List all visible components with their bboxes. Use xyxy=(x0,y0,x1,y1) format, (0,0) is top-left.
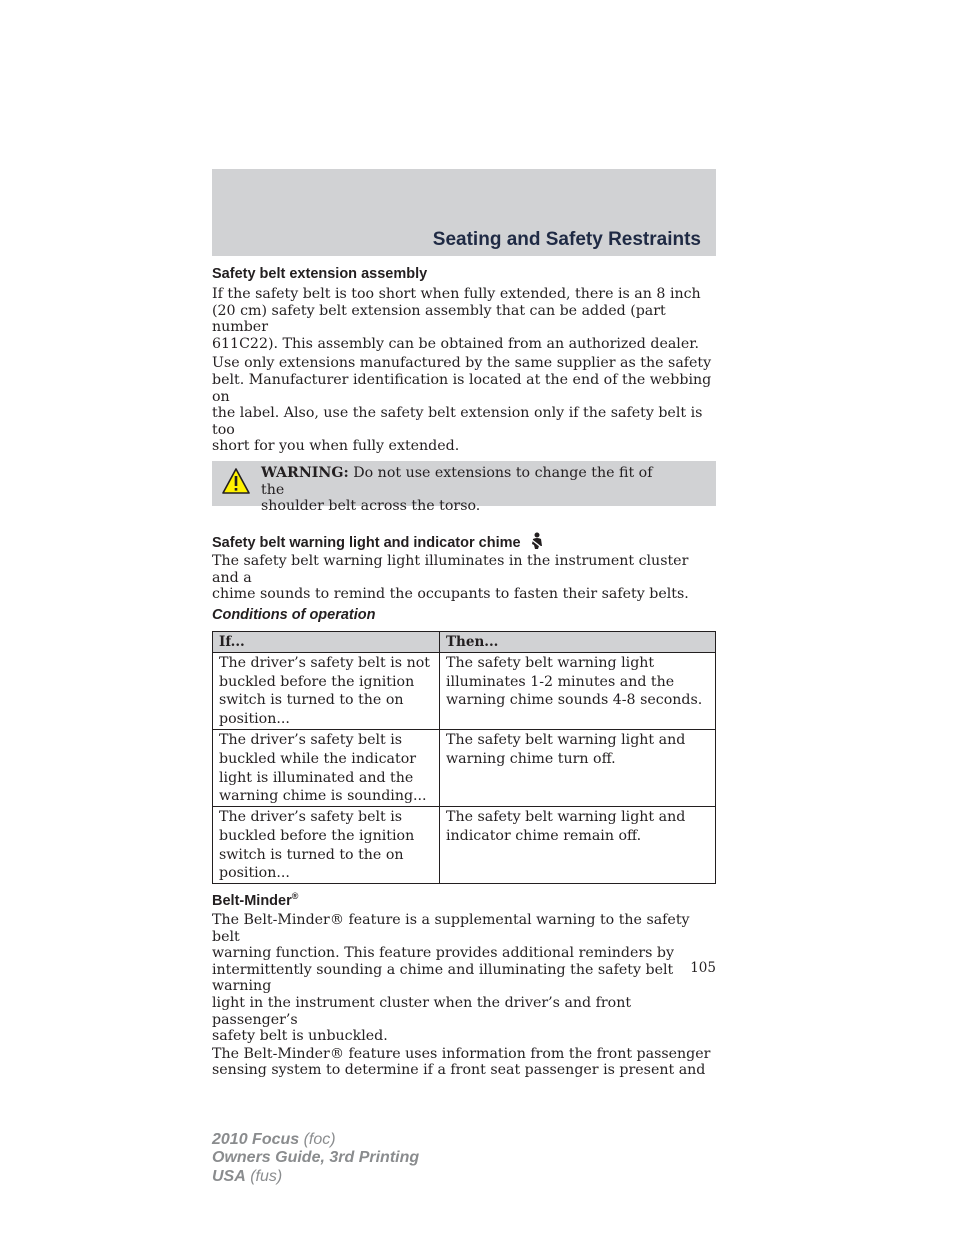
belt-minder-heading xyxy=(212,891,716,909)
text-line: The driver’s safety belt is xyxy=(219,731,403,748)
text-line: short for you when fully extended. xyxy=(212,438,460,455)
footer-model-code: (foc) xyxy=(299,1131,336,1148)
section-header-band xyxy=(212,169,716,256)
heading-text: Belt-Minder xyxy=(212,893,292,910)
text-line: The safety belt warning light and xyxy=(446,731,686,748)
text-line: illuminates 1-2 minutes and the xyxy=(446,673,675,690)
text-line: The driver’s safety belt is xyxy=(219,809,403,826)
table-row xyxy=(213,729,716,806)
warning-triangle-icon xyxy=(222,468,250,494)
extension-paragraph-1 xyxy=(212,286,716,352)
text-line: safety belt is unbuckled. xyxy=(212,1028,388,1045)
section-title: Seating and Safety Restraints xyxy=(432,229,701,250)
text-line: The safety belt warning light xyxy=(446,654,655,671)
footer-market-code: (fus) xyxy=(245,1167,283,1185)
text-line: 611C22). This assembly can be obtained from an authorized dealer. xyxy=(212,335,699,352)
table-cell-then xyxy=(440,652,716,729)
text-line: light is illuminated and the xyxy=(219,769,414,786)
text-line: indicator chime remain off. xyxy=(446,827,642,844)
warning-light-heading xyxy=(212,529,716,551)
text-line: The Belt-Minder® feature is a supplemental warning to the safety belt xyxy=(212,912,690,945)
seatbelt-icon xyxy=(529,532,545,550)
text-line: intermittently sounding a chime and illuminating the safety belt warning xyxy=(212,961,674,995)
text-line: light in the instrument cluster when the driver’s and front passenger’s xyxy=(212,995,632,1028)
text-line: switch is turned to the on xyxy=(219,692,404,709)
column-header-if: If... xyxy=(213,631,440,652)
belt-minder-paragraph-2 xyxy=(212,1046,716,1079)
column-header-then: Then... xyxy=(440,631,716,652)
text-line: (20 cm) safety belt extension assembly that can be added (part number xyxy=(212,302,666,336)
table-cell-if xyxy=(213,652,440,729)
text-line: warning chime turn off. xyxy=(446,750,616,767)
text-line: The safety belt warning light illuminates in the instrument cluster and a xyxy=(212,552,689,586)
warning-label: WARNING: xyxy=(261,464,349,481)
warning-light-paragraph xyxy=(212,553,716,603)
text-line: If the safety belt is too short when fully extended, there is an 8 inch xyxy=(212,286,701,302)
extension-heading: Safety belt extension assembly xyxy=(212,266,428,282)
text-line: buckled before the ignition xyxy=(219,673,415,690)
text-line: Do not use extensions to change the fit of the xyxy=(261,464,653,498)
text-line: the label. Also, use the safety belt extension only if the safety belt is too xyxy=(212,405,703,438)
heading-text: Safety belt warning light and indicator chime xyxy=(212,534,521,551)
text-line: position... xyxy=(219,865,290,882)
text-line: switch is turned to the on xyxy=(219,846,404,863)
table-cell-then xyxy=(440,729,716,806)
page-number: 105 xyxy=(690,960,716,976)
text-line: The driver’s safety belt is not xyxy=(219,654,430,671)
text-line: warning function. This feature provides additional reminders by xyxy=(212,945,675,962)
conditions-heading: Conditions of operation xyxy=(212,606,376,623)
document-footer xyxy=(212,1131,419,1186)
text-line: buckled before the ignition xyxy=(219,827,415,844)
text-line: shoulder belt across the torso. xyxy=(261,498,481,515)
text-line: warning chime is sounding... xyxy=(219,788,427,805)
registered-mark: ® xyxy=(291,891,299,902)
footer-guide-printing: Owners Guide, 3rd Printing xyxy=(212,1149,420,1167)
conditions-table xyxy=(212,631,716,885)
text-line: buckled while the indicator xyxy=(219,750,417,767)
table-cell-if xyxy=(213,807,440,884)
text-line: The Belt-Minder® feature uses information from the front passenger xyxy=(212,1045,711,1062)
footer-market: USA xyxy=(212,1167,246,1185)
text-line: The safety belt warning light and xyxy=(446,809,686,826)
text-line: position... xyxy=(219,711,290,728)
text-line: chime sounds to remind the occupants to fasten their safety belts. xyxy=(212,586,689,603)
extension-paragraph-2 xyxy=(212,355,716,455)
text-line: Use only extensions manufactured by the same supplier as the safety xyxy=(212,355,712,372)
table-cell-if xyxy=(213,729,440,806)
table-row xyxy=(213,652,716,729)
warning-text xyxy=(261,465,676,515)
table-cell-then xyxy=(440,807,716,884)
warning-box xyxy=(212,461,716,515)
table-row xyxy=(213,807,716,884)
footer-model: 2010 Focus xyxy=(212,1131,300,1148)
belt-minder-paragraph-1 xyxy=(212,912,716,1045)
text-line: sensing system to determine if a front seat passenger is present and xyxy=(212,1062,706,1079)
page-content xyxy=(212,266,716,1079)
table-header-row xyxy=(213,631,716,652)
text-line: belt. Manufacturer identification is located at the end of the webbing on xyxy=(212,371,712,405)
text-line: warning chime sounds 4-8 seconds. xyxy=(446,692,703,709)
